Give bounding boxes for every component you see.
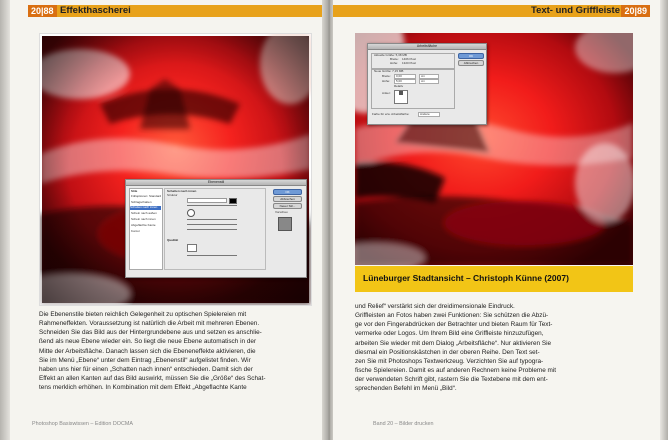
body-line: Effekt an allen Kanten auf das Bild auswirkt, müssen Sie die „Größe“ des Schat- [39, 375, 266, 383]
body-line: diesmal ein Positionskästchen in der oberen Reihe. Den Text set- [355, 348, 540, 356]
right-footer: Band 20 – Bilder drucken [373, 421, 434, 427]
body-line: Sie im Menü „Ebene“ unter dem Eintrag „Ebenenstil“ aufgelistet finden. Wir [39, 356, 251, 364]
relative-checkbox[interactable]: Relativ [394, 84, 404, 88]
color-swatch[interactable] [229, 198, 237, 204]
style-list-item-selected[interactable]: Schatten nach innen [130, 206, 161, 210]
body-line: tens merklich erhöhen. In Kombination mit dem Effekt „Abgeflachte Kante [39, 384, 247, 392]
current-size-label: Aktuelle Größe: 5,38 MB [374, 53, 407, 57]
ebenenstil-titlebar: Ebenenstil [126, 180, 306, 186]
new-size-label: Neue Größe: 7,15 MB [374, 69, 404, 73]
new-size-group [371, 69, 455, 109]
right-body-text [355, 302, 633, 394]
size-slider[interactable] [187, 229, 237, 230]
anchor-grid[interactable] [394, 90, 408, 104]
style-list-item[interactable]: Fülloptionen: Standard [131, 194, 162, 198]
left-photo [40, 34, 311, 305]
settings-panel [164, 188, 266, 270]
new-width-label: Breite: [382, 74, 391, 78]
body-line: fische Spielereien. Damit es auf anderen Rechnern keine Probleme mit [355, 367, 557, 375]
preview-checkbox[interactable]: Vorschau [275, 210, 288, 214]
width-value: 1406 Pixel [402, 57, 417, 61]
distance-slider[interactable] [187, 219, 237, 220]
body-line: Die Ebenenstile bieten reichlich Gelegenheit zu optischen Spielereien mit [39, 311, 247, 318]
photo-caption: Lüneburger Stadtansicht – Christoph Künne (2007) [363, 273, 569, 283]
new-style-button[interactable]: Neuer Stil... [273, 203, 302, 209]
body-line: Rahmeneffekten. Voraussetzung ist natürlich die Arbeit mit mehreren Ebenen. [39, 320, 260, 328]
blend-mode-select[interactable] [187, 198, 227, 203]
left-footer: Photoshop Basiswissen – Edition DOCMA [32, 421, 133, 427]
noise-slider[interactable] [187, 255, 237, 256]
body-line: der verwendeten Schrift gibt, rastern Sie die Textebene mit dem ent- [355, 376, 548, 384]
current-size-group [371, 53, 455, 69]
style-list-item[interactable]: Abgeflachte Kante [131, 223, 156, 227]
body-line: zen Sie mit Photoshops Textwerkzeug. Verzichten Sie auf typogra- [355, 357, 544, 365]
left-page [10, 0, 324, 440]
style-list [129, 188, 163, 270]
left-page-number: 20|88 [28, 5, 57, 17]
arbeitsflaeche-dialog [367, 43, 487, 125]
new-height-input[interactable]: 5,00 [394, 79, 416, 84]
body-line: ßend als neue Ebene wieder ein. So liegt die neue Ebene automatisch in der [39, 338, 257, 346]
preview-swatch [278, 217, 292, 231]
right-page-edge [660, 0, 668, 440]
right-photo [355, 33, 633, 265]
canvas-color-select[interactable]: Andere [418, 112, 440, 117]
body-line: sprechenden Befehl im Menü „Bild“. [355, 385, 457, 393]
style-list-item[interactable]: Stile [131, 189, 138, 193]
body-line: ge vor den Fingerabdrücken der Betrachter und bieten Raum für Text- [355, 321, 553, 329]
photo-caption-bar [355, 266, 633, 292]
left-header-bar [28, 5, 324, 17]
style-list-item[interactable]: Schein nach innen [131, 217, 156, 221]
body-line: haben uns hier für einen „Schatten nach innen“ entschieden. Damit sich der [39, 365, 253, 373]
section-subtitle: Struktur [167, 193, 178, 197]
right-photo-frame [355, 33, 633, 265]
ok-button[interactable]: OK [273, 189, 302, 195]
contour-picker[interactable] [187, 244, 197, 252]
ebenenstil-dialog [125, 179, 307, 278]
left-body-text [39, 310, 310, 392]
new-width-input[interactable]: 0,00 [394, 74, 416, 79]
anchor-cell-selected[interactable] [399, 91, 403, 95]
cancel-button[interactable]: Abbrechen [273, 196, 302, 202]
body-line: und Relief“ verstärkt sich der dreidimensionale Eindruck. [355, 303, 515, 310]
arbeitsflaeche-titlebar: Arbeitsfläche [368, 44, 486, 50]
angle-dial[interactable] [187, 209, 195, 217]
height-label: Höhe: [390, 61, 399, 65]
body-line: Mitte der Arbeitsfläche. Danach lassen sich die Ebeneneffekte aktivieren, die [39, 347, 256, 355]
ok-button[interactable]: OK [458, 53, 484, 59]
left-header-title: Effekthascherei [60, 5, 131, 16]
body-line: Schneiden Sie das Bild aus der Hintergrundebene aus und setzen es anschlie- [39, 329, 262, 337]
style-list-item[interactable]: Schein nach außen [131, 211, 157, 215]
height-unit-select[interactable]: cm [419, 79, 439, 84]
body-line: Griffleisten an Fotos haben zwei Funktionen: Sie schützen die Abzü- [355, 312, 549, 320]
right-header-title: Text- und Griffleiste [530, 5, 620, 16]
left-photo-frame [39, 33, 312, 306]
section-title: Schatten nach innen [167, 189, 197, 193]
body-line: vermerke oder Logos. Um Ihrem Bild eine Griffleiste hinzuzufügen, [355, 330, 544, 338]
right-page [333, 0, 660, 440]
choke-slider[interactable] [187, 224, 237, 225]
right-page-number: 20|89 [621, 5, 650, 17]
new-height-label: Höhe: [382, 79, 391, 83]
height-value: 1320 Pixel [402, 61, 417, 65]
left-page-edge [0, 0, 10, 440]
cancel-button[interactable]: Abbrechen [458, 60, 484, 66]
canvas-color-label: Farbe für erw. Arbeitsfläche: [372, 112, 410, 116]
width-unit-select[interactable]: cm [419, 74, 439, 79]
style-list-item[interactable]: Kontur [131, 229, 140, 233]
quality-label: Qualität [167, 238, 179, 242]
width-label: Breite: [390, 57, 399, 61]
opacity-slider[interactable] [187, 205, 237, 206]
right-header-bar [333, 5, 650, 17]
anchor-label: Anker: [382, 91, 391, 95]
body-line: arbeiten Sie wieder mit dem Dialog „Arbeitsfläche“. Nur aktivieren Sie [355, 339, 552, 347]
style-list-item[interactable]: Schlagschatten [131, 200, 152, 204]
